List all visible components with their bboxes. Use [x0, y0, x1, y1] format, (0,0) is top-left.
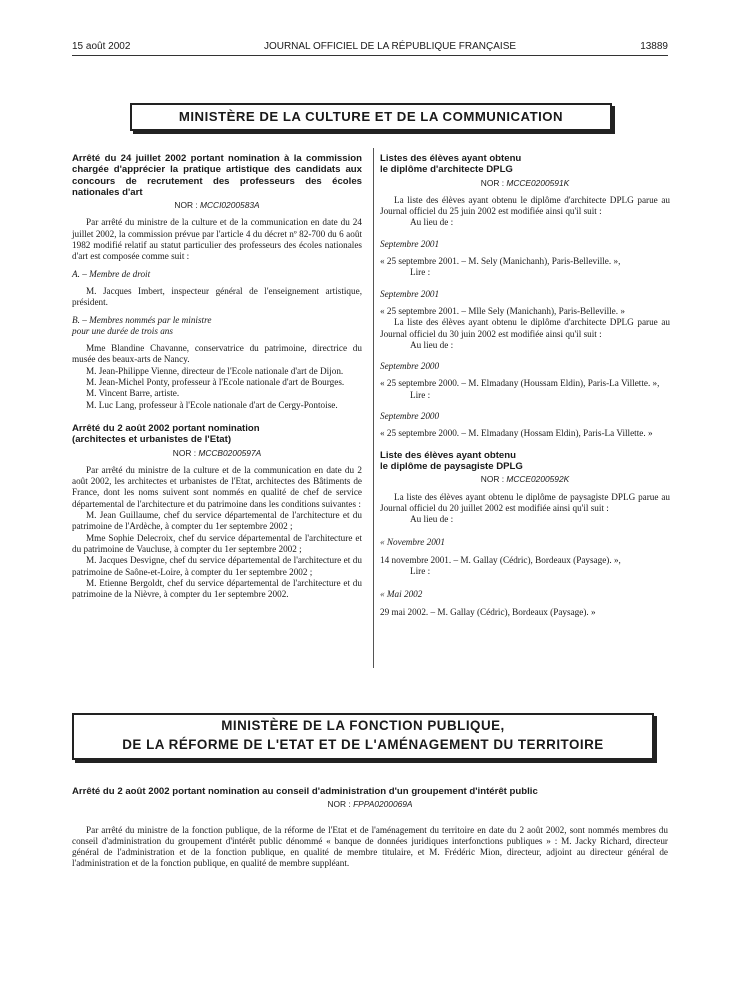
arrete-nomination-title: Arrêté du 2 août 2002 portant nomination [72, 422, 260, 434]
ministry-fonction-publique-box [72, 713, 654, 760]
nor-line: NOR : MCCI0200583A [174, 200, 260, 211]
member-item: M. Vincent Barre, artiste. [86, 388, 180, 399]
ministry-fonction-publique-title-line1: MINISTÈRE DE LA FONCTION PUBLIQUE, [221, 718, 505, 733]
header-page-number: 13889 [640, 41, 668, 52]
member-item: Mme Blandine Chavanne, conservatrice du patrimoine, directrice du musée des beaux-arts de Nancy. [72, 343, 362, 365]
entry: « 25 septembre 2000. – M. Elmadany (Hossam Eldin), Paris-La Villette. » [380, 428, 653, 439]
date-heading: Septembre 2000 [380, 411, 440, 422]
nomination-item: M. Etienne Bergoldt, chef du service départemental de l'architecture et du patrimoine de la Nièvre, à compter du 1er septembre 2002. [72, 577, 362, 600]
ministry-culture-box [130, 103, 612, 131]
bottom-article [72, 786, 668, 870]
date-heading: « Novembre 2001 [380, 537, 445, 548]
date-heading: Septembre 2001 [380, 288, 440, 299]
lire: Lire : [410, 267, 431, 278]
entry: « 25 septembre 2000. – M. Elmadany (Houssam Eldin), Paris-La Villette. », [380, 378, 660, 389]
nor-code: FPPA0200069A [353, 799, 413, 810]
arrete-nomination-subtitle: (architectes et urbanistes de l'Etat) [72, 434, 232, 446]
date-heading: « Mai 2002 [380, 589, 423, 600]
entry: 14 novembre 2001. – M. Gallay (Cédric), Bordeaux (Paysage). », [380, 554, 621, 565]
member-item: M. Jean-Philippe Vienne, directeur de l'Ecole nationale d'art de Dijon. [86, 365, 344, 376]
paragraph: Par arrêté du ministre de la culture et de la communication en date du 2 août 2002, les architectes et urbanistes de l'Etat, architectes des Bâtiments de France, dont les noms suivent sont nommés en qualité de chef de service départemental de l'architecture et du patrimoine dans les conditions suivantes : [72, 464, 362, 509]
entry: « 25 septembre 2001. – Mlle Sely (Manichanh), Paris-Belleville. » [380, 305, 625, 316]
liste-architecte-subtitle: le diplôme d'architecte DPLG [380, 164, 513, 176]
liste-paysagiste-subtitle: le diplôme de paysagiste DPLG [380, 460, 523, 472]
entry: « 25 septembre 2001. – M. Sely (Manichanh), Paris-Belleville. », [380, 256, 621, 267]
nor-line: NOR : MCCB0200597A [172, 447, 262, 458]
au-lieu-de: Au lieu de : [410, 217, 454, 228]
lire: Lire : [410, 389, 431, 400]
nor-line: NOR : MCCE0200591K [480, 177, 570, 188]
liste-architecte-title: Listes des élèves ayant obtenu [380, 153, 522, 164]
nor-code: MCCI0200583A [200, 200, 260, 211]
arrete-gip-title: Arrêté du 2 août 2002 portant nomination au conseil d'administration d'un groupement d'intérêt public [72, 786, 538, 797]
date-heading: Septembre 2001 [380, 238, 440, 249]
paragraph: La liste des élèves ayant obtenu le diplôme de paysagiste DPLG parue au Journal officiel du 20 juillet 2002 est modifiée ainsi qu'il suit : [380, 491, 670, 513]
ministry-fonction-publique-title-line2: DE LA RÉFORME DE L'ETAT ET DE L'AMÉNAGEMENT DU TERRITOIRE [122, 737, 604, 752]
ministry-culture-title: MINISTÈRE DE LA CULTURE ET DE LA COMMUNICATION [178, 109, 564, 124]
au-lieu-de: Au lieu de : [410, 339, 454, 350]
nor-line: NOR : FPPA0200069A [327, 799, 413, 810]
nor-code: MCCB0200597A [198, 447, 262, 458]
member-item: M. Luc Lang, professeur à l'Ecole nationale d'art de Cergy-Pontoise. [86, 399, 338, 410]
nor-line: NOR : MCCE0200592K [480, 474, 570, 485]
right-column [380, 153, 670, 618]
date-heading: Septembre 2000 [380, 361, 440, 372]
nomination-item: M. Jacques Desvigne, chef du service départemental de l'architecture et du patrimoine de Saône-et-Loire, à compter du 1er septembre 2002 ; [72, 555, 362, 577]
nor-code: MCCE0200592K [506, 474, 570, 485]
arrete-commission-title: Arrêté du 24 juillet 2002 portant nomination à la commission chargée d'apprécier la pratique artistique des candidats aux concours de recrutement des professeurs des écoles nationales d'art [72, 153, 362, 198]
lire: Lire : [410, 566, 431, 577]
nomination-item: Mme Sophie Delecroix, chef du service départemental de l'architecture et du patrimoine de Vaucluse, à compter du 1er septembre 2002 ; [72, 532, 362, 554]
header-journal-title: JOURNAL OFFICIEL DE LA RÉPUBLIQUE FRANÇAISE [263, 41, 517, 52]
section-heading: pour une durée de trois ans [72, 325, 173, 336]
liste-paysagiste-title: Liste des élèves ayant obtenu [380, 449, 516, 461]
entry: 29 mai 2002. – M. Gallay (Cédric), Bordeaux (Paysage). » [380, 606, 596, 617]
header-rule [72, 55, 668, 56]
paragraph: La liste des élèves ayant obtenu le diplôme d'architecte DPLG parue au Journal officiel du 25 juin 2002 est modifiée ainsi qu'il suit : [380, 194, 670, 217]
header-date: 15 août 2002 [72, 41, 131, 52]
left-column [72, 153, 362, 600]
paragraph: M. Jacques Imbert, inspecteur général de l'enseignement artistique, président. [72, 285, 362, 308]
paragraph: Par arrêté du ministre de la culture et de la communication en date du 24 juillet 2002, la commission prévue par l'article 4 du décret nº 82-700 du 6 août 1982 modifié relatif au statut particulier des professeurs des écoles nationales d'art est composée comme suit : [72, 217, 362, 262]
paragraph: La liste des élèves ayant obtenu le diplôme d'architecte DPLG parue au Journal officiel du 30 juin 2002 est modifiée ainsi qu'il suit : [380, 317, 670, 339]
section-heading: A. – Membre de droit [72, 268, 151, 279]
au-lieu-de: Au lieu de : [410, 514, 454, 525]
paragraph: Par arrêté du ministre de la fonction publique, de la réforme de l'Etat et de l'aménagement du territoire en date du 2 août 2002, sont nommés membres du conseil d'administration du groupement d'intérêt public dénommé « banque de données juridiques interfonctions publiques » : M. Jacky Richard, directeur général de l'administration et de la fonction publique, en qualité de membre titulaire, et M. Frédéric Mion, directeur, adjoint au directeur général de l'administration et de la fonction publique, en qualité de membre suppléant. [72, 824, 668, 869]
member-item: M. Jean-Michel Ponty, professeur à l'Ecole nationale d'art de Bourges. [86, 377, 345, 388]
nor-code: MCCE0200591K [506, 177, 570, 188]
nomination-item: M. Jean Guillaume, chef du service départemental de l'architecture et du patrimoine de l'Ardèche, à compter du 1er septembre 2002 ; [72, 510, 362, 532]
section-heading: B. – Membres nommés par le ministre [72, 314, 212, 325]
column-divider [373, 148, 374, 668]
